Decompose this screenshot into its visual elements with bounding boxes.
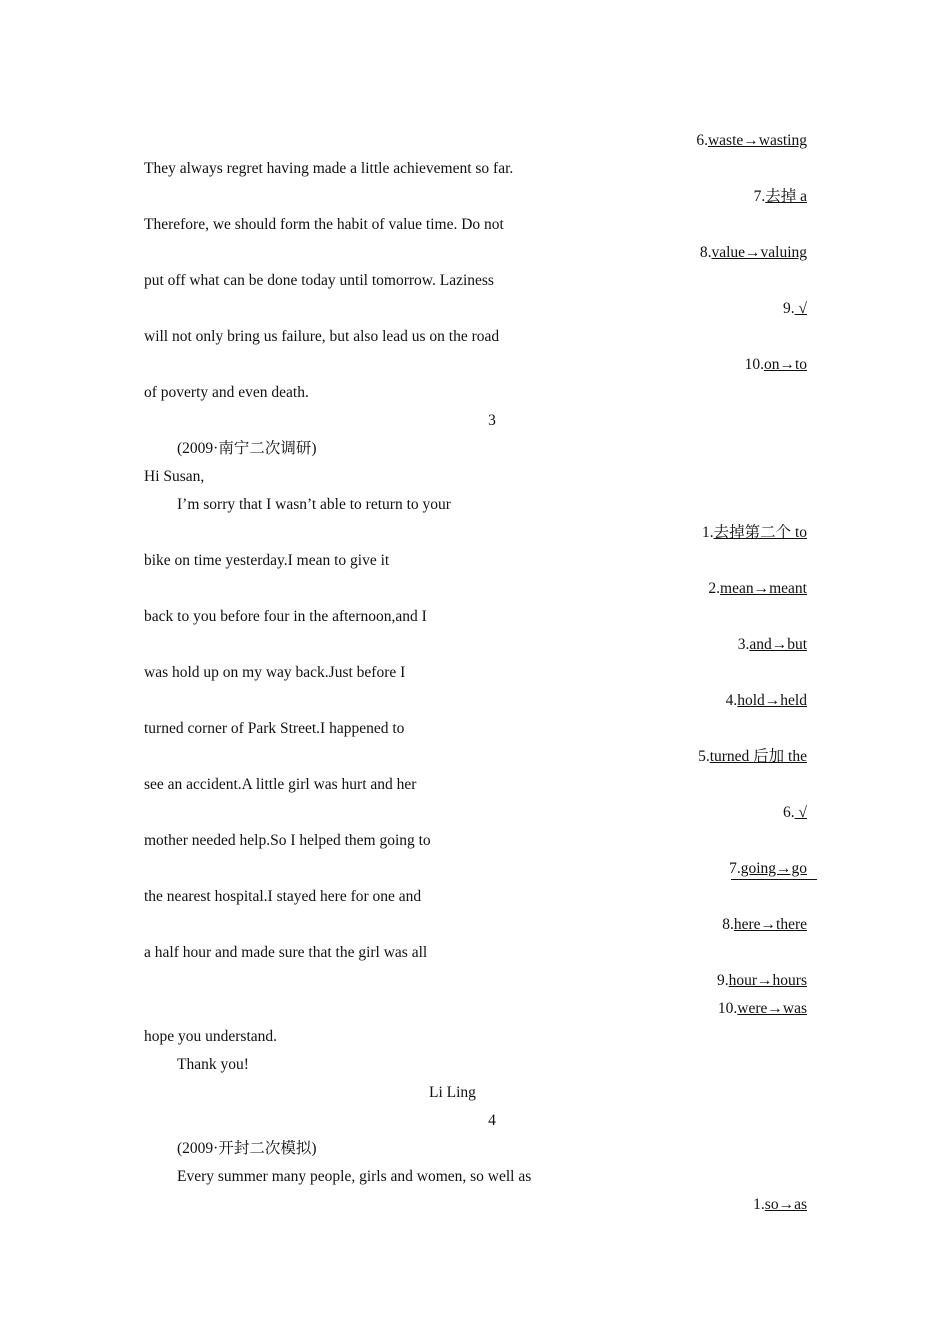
answer-9: 9.hour→hours [717,972,807,989]
answer-7: 7.去掉 a [753,188,807,205]
text-line: mother needed help.So I helped them going to [144,832,431,849]
text-line: back to you before four in the afternoon,and I [144,608,427,625]
text-line: turned corner of Park Street.I happened to [144,720,405,737]
closing: Thank you! [177,1056,249,1073]
answer-4: 4.hold→held [725,692,807,709]
answer-7: 7.going→go [729,860,807,877]
text-line: the nearest hospital.I stayed here for one and [144,888,422,905]
signature: Li Ling [429,1084,476,1101]
underline-rule [731,879,817,880]
answer-10: 10.on→to [744,356,807,373]
text-line: They always regret having made a little achievement so far. [144,160,514,177]
text-line: see an accident.A little girl was hurt and her [144,776,417,793]
text-line: a half hour and made sure that the girl was all [144,944,428,961]
answer-10: 10.were→was [717,1000,807,1017]
answer-1: 1.去掉第二个 to [701,524,807,541]
source-label: (2009·南宁二次调研) [177,440,317,457]
text-line: will not only bring us failure, but also lead us on the road [144,328,500,345]
answer-8: 8.here→there [722,916,807,933]
answer-8: 8.value→valuing [699,244,807,261]
answer-6: 6. √ [782,804,807,821]
text-line: hope you understand. [144,1028,278,1045]
answer-9: 9. √ [782,300,807,317]
text-line: put off what can be done today until tomorrow. Laziness [144,272,494,289]
text-line: I’m sorry that I wasn’t able to return to your [177,496,451,513]
text-line: Every summer many people, girls and women, so well as [177,1168,532,1185]
text-line: bike on time yesterday.I mean to give it [144,552,390,569]
section-number: 3 [488,412,496,429]
answer-5: 5.turned 后加 the [698,748,807,765]
answer-6: 6.waste→wasting [696,132,807,149]
answer-1: 1.so→as [753,1196,807,1213]
answer-2: 2.mean→meant [708,580,807,597]
text-line: of poverty and even death. [144,384,309,401]
text-line: was hold up on my way back.Just before I [144,664,406,681]
answer-3: 3.and→but [737,636,807,653]
section-number: 4 [488,1112,496,1129]
salutation: Hi Susan, [144,468,205,485]
source-label: (2009·开封二次模拟) [177,1140,317,1157]
text-line: Therefore, we should form the habit of value time. Do not [144,216,504,233]
